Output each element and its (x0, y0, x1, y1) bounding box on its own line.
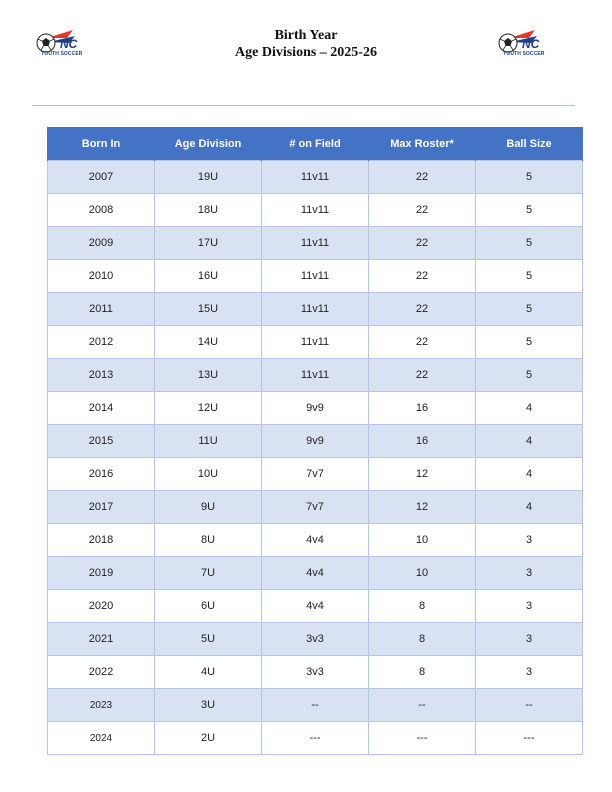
logo-subtext: YOUTH SOCCER (503, 51, 545, 57)
born-in-cell: 2018 (48, 524, 155, 557)
born-in-cell: 2013 (48, 359, 155, 392)
on-field-cell: 11v11 (262, 161, 369, 194)
ball-size-cell: 5 (476, 260, 583, 293)
table-body (48, 161, 583, 755)
column-header-on-field: # on Field (262, 127, 369, 161)
age-division-cell: 8U (155, 524, 262, 557)
age-division-cell: 15U (155, 293, 262, 326)
age-division-cell: 19U (155, 161, 262, 194)
age-division-cell: 9U (155, 491, 262, 524)
born-in-cell: 2021 (48, 623, 155, 656)
age-division-cell: 16U (155, 260, 262, 293)
ball-size-cell: 4 (476, 392, 583, 425)
on-field-cell: 7v7 (262, 458, 369, 491)
table-row (48, 326, 583, 359)
born-in-cell: 2014 (48, 392, 155, 425)
table-row (48, 194, 583, 227)
born-in-cell: 2015 (48, 425, 155, 458)
born-in-cell: 2016 (48, 458, 155, 491)
max-roster-cell: 22 (369, 194, 476, 227)
max-roster-cell: 12 (369, 458, 476, 491)
born-in-cell: 2017 (48, 491, 155, 524)
table-row (48, 458, 583, 491)
max-roster-cell: 10 (369, 557, 476, 590)
table-row (48, 425, 583, 458)
on-field-cell: 11v11 (262, 359, 369, 392)
table-row (48, 590, 583, 623)
ball-size-cell: 4 (476, 458, 583, 491)
on-field-cell: 4v4 (262, 557, 369, 590)
born-in-cell: 2008 (48, 194, 155, 227)
on-field-cell: 9v9 (262, 392, 369, 425)
ball-size-cell: 5 (476, 359, 583, 392)
nc-youth-soccer-logo-right (495, 28, 553, 64)
svg-text:NC: NC (60, 37, 78, 51)
column-header-born-in: Born In (48, 127, 155, 161)
on-field-cell: 4v4 (262, 524, 369, 557)
header-divider (32, 105, 575, 106)
age-division-cell: 10U (155, 458, 262, 491)
ball-size-cell: 3 (476, 590, 583, 623)
on-field-cell: --- (262, 722, 369, 755)
ball-size-cell: -- (476, 689, 583, 722)
ball-size-cell: 5 (476, 326, 583, 359)
max-roster-cell: 22 (369, 326, 476, 359)
ball-size-cell: 3 (476, 557, 583, 590)
on-field-cell: 11v11 (262, 293, 369, 326)
column-header-ball-size: Ball Size (476, 127, 583, 161)
table-row (48, 359, 583, 392)
ball-size-cell: 3 (476, 656, 583, 689)
max-roster-cell: 16 (369, 392, 476, 425)
age-division-cell: 18U (155, 194, 262, 227)
logo-subtext: YOUTH SOCCER (41, 51, 83, 57)
ball-size-cell: 5 (476, 293, 583, 326)
age-division-cell: 4U (155, 656, 262, 689)
table-row (48, 293, 583, 326)
max-roster-cell: 8 (369, 656, 476, 689)
on-field-cell: -- (262, 689, 369, 722)
on-field-cell: 4v4 (262, 590, 369, 623)
column-header-age-division: Age Division (155, 127, 262, 161)
max-roster-cell: 22 (369, 227, 476, 260)
born-in-cell: 2010 (48, 260, 155, 293)
max-roster-cell: 8 (369, 590, 476, 623)
max-roster-cell: 22 (369, 161, 476, 194)
max-roster-cell: -- (369, 689, 476, 722)
born-in-cell: 2023 (48, 689, 155, 722)
soccer-ball-icon (495, 28, 553, 64)
born-in-cell: 2011 (48, 293, 155, 326)
on-field-cell: 9v9 (262, 425, 369, 458)
age-divisions-table (47, 127, 583, 755)
ball-size-cell: 5 (476, 194, 583, 227)
born-in-cell: 2012 (48, 326, 155, 359)
age-division-cell: 5U (155, 623, 262, 656)
on-field-cell: 3v3 (262, 656, 369, 689)
table-row (48, 689, 583, 722)
table-header-row (48, 127, 583, 161)
max-roster-cell: 12 (369, 491, 476, 524)
age-division-cell: 12U (155, 392, 262, 425)
born-in-cell: 2024 (48, 722, 155, 755)
table-row (48, 260, 583, 293)
born-in-cell: 2009 (48, 227, 155, 260)
table-row (48, 227, 583, 260)
born-in-cell: 2020 (48, 590, 155, 623)
title-line-1: Birth Year (274, 28, 338, 43)
max-roster-cell: 16 (369, 425, 476, 458)
born-in-cell: 2022 (48, 656, 155, 689)
table-row (48, 722, 583, 755)
table-row (48, 392, 583, 425)
on-field-cell: 3v3 (262, 623, 369, 656)
table-row (48, 656, 583, 689)
ball-size-cell: 4 (476, 425, 583, 458)
ball-size-cell: 3 (476, 524, 583, 557)
ball-size-cell: 5 (476, 161, 583, 194)
title-line-2: Age Divisions – 2025-26 (235, 45, 377, 60)
column-header-max-roster: Max Roster* (369, 127, 476, 161)
table-row (48, 161, 583, 194)
ball-size-cell: 5 (476, 227, 583, 260)
age-division-cell: 17U (155, 227, 262, 260)
max-roster-cell: 10 (369, 524, 476, 557)
age-division-cell: 11U (155, 425, 262, 458)
ball-size-cell: 4 (476, 491, 583, 524)
on-field-cell: 11v11 (262, 227, 369, 260)
ball-size-cell: 3 (476, 623, 583, 656)
on-field-cell: 11v11 (262, 260, 369, 293)
age-division-cell: 3U (155, 689, 262, 722)
table-row (48, 524, 583, 557)
age-division-cell: 6U (155, 590, 262, 623)
max-roster-cell: 22 (369, 293, 476, 326)
max-roster-cell: --- (369, 722, 476, 755)
age-division-cell: 7U (155, 557, 262, 590)
age-division-cell: 13U (155, 359, 262, 392)
max-roster-cell: 8 (369, 623, 476, 656)
born-in-cell: 2007 (48, 161, 155, 194)
age-division-cell: 2U (155, 722, 262, 755)
max-roster-cell: 22 (369, 359, 476, 392)
max-roster-cell: 22 (369, 260, 476, 293)
svg-text:NC: NC (522, 37, 540, 51)
age-division-cell: 14U (155, 326, 262, 359)
table-row (48, 623, 583, 656)
table-row (48, 557, 583, 590)
on-field-cell: 7v7 (262, 491, 369, 524)
born-in-cell: 2019 (48, 557, 155, 590)
on-field-cell: 11v11 (262, 326, 369, 359)
on-field-cell: 11v11 (262, 194, 369, 227)
table-row (48, 491, 583, 524)
ball-size-cell: --- (476, 722, 583, 755)
